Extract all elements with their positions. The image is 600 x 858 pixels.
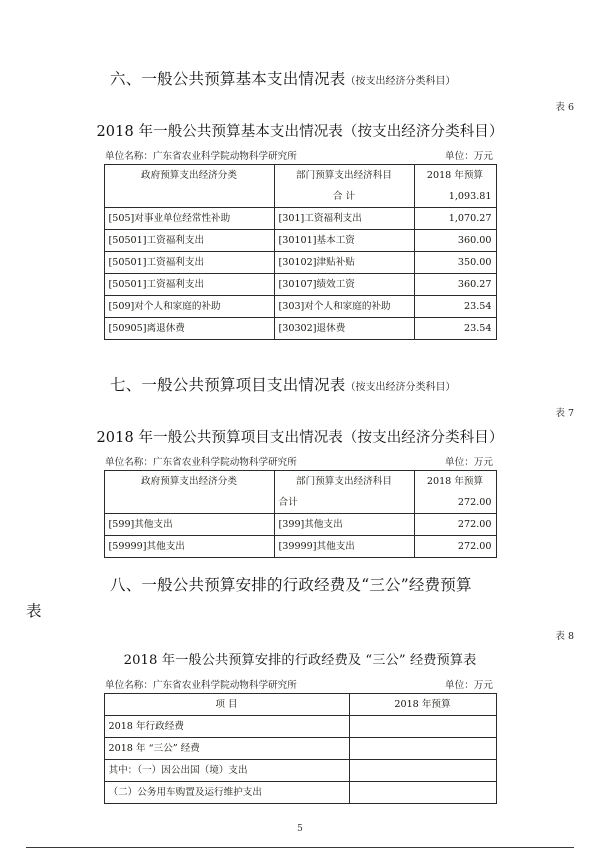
table-row (104, 274, 496, 296)
table-6-r1-c2: [30101]基本工资 (274, 230, 414, 252)
table-7-total-cell-2: 合计 (274, 492, 414, 514)
table-row (104, 782, 496, 804)
table-row (104, 230, 496, 252)
table-6-r0-c1: [505]对事业单位经常性补助 (104, 208, 274, 230)
table-8-unit-measure: 单位：万元 (445, 680, 493, 691)
table-8-header-row (104, 694, 496, 716)
table-8-r0-item: 2018 年行政经费 (104, 716, 349, 738)
table-6-unit-name: 单位名称：广东省农业科学院动物科学研究所 (105, 151, 297, 162)
section-8 (0, 572, 600, 804)
table-8-r0-value (349, 716, 496, 738)
table-6-r4-c2: [303]对个人和家庭的补助 (274, 296, 414, 318)
table-8-unit-line (101, 678, 499, 693)
table-6-r5-c2: [30302]退休费 (274, 318, 414, 340)
table-row (104, 738, 496, 760)
table-row (104, 318, 496, 340)
table-6-r3-c3: 360.27 (414, 274, 496, 296)
table-6-total-cell-1 (104, 186, 274, 208)
table-8-r1-value (349, 738, 496, 760)
table-8-r2-item: 其中：（一）因公出国（境）支出 (104, 760, 349, 782)
table-7-number: 表 7 (555, 408, 574, 419)
table-8-r3-value (349, 782, 496, 804)
section-6-heading (0, 66, 600, 95)
section-7-heading (0, 372, 600, 401)
table-7-total-row (104, 492, 496, 514)
table-7-r0-c2: [399]其他支出 (274, 514, 414, 536)
table-7-total-cell-1 (104, 492, 274, 514)
section-7-heading-sub: （按支出经济分类科目） (345, 382, 456, 393)
section-8-heading-main: 八、一般公共预算安排的行政经费及“三公”经费预算 (110, 576, 472, 594)
table-6-r2-c3: 350.00 (414, 252, 496, 274)
table-8-r1-item: 2018 年 “三公” 经费 (104, 738, 349, 760)
table-7-r1-c1: [59999]其他支出 (104, 536, 274, 558)
section-6 (0, 66, 600, 340)
table-6-unit-line (101, 149, 499, 164)
table-6-r2-c2: [30102]津贴补贴 (274, 252, 414, 274)
table-7-r1-c3: 272.00 (414, 536, 496, 558)
table-row (104, 514, 496, 536)
table-6-col-header-2: 部门预算支出经济科目 (274, 165, 414, 187)
section-8-heading-line-2 (0, 598, 600, 624)
table-6-r0-c2: [301]工资福利支出 (274, 208, 414, 230)
table-row (104, 208, 496, 230)
table-row (104, 296, 496, 318)
table-8-title: 2018 年一般公共预算安排的行政经费及 “三公” 经费预算表 (123, 653, 477, 668)
table-6-r4-c1: [509]对个人和家庭的补助 (104, 296, 274, 318)
table-7-unit-name: 单位名称：广东省农业科学院动物科学研究所 (105, 457, 297, 468)
table-6-col-header-1: 政府预算支出经济分类 (104, 165, 274, 187)
table-6-title: 2018 年一般公共预算基本支出情况表（按支出经济分类科目） (96, 124, 504, 140)
table-6-r1-c1: [50501]工资福利支出 (104, 230, 274, 252)
table-6-total-row (104, 186, 496, 208)
table-6-r1-c3: 360.00 (414, 230, 496, 252)
table-6-header-row (104, 165, 496, 187)
section-8-heading-line-1 (0, 572, 600, 598)
table-6-col-header-3: 2018 年预算 (414, 165, 496, 187)
table-7-total-cell-3: 272.00 (414, 492, 496, 514)
section-6-heading-sub: （按支出经济分类科目） (345, 76, 456, 87)
table-7-r0-c1: [599]其他支出 (104, 514, 274, 536)
page-number: 5 (297, 824, 303, 834)
section-8-heading-cont: 表 (26, 602, 42, 620)
table-row (104, 536, 496, 558)
table-7-header-row (104, 471, 496, 493)
table-7-col-header-3: 2018 年预算 (414, 471, 496, 493)
table-6-total-cell-3: 1,093.81 (414, 186, 496, 208)
table-8-r2-value (349, 760, 496, 782)
table-8-r3-item: （二）公务用车购置及运行维护支出 (104, 782, 349, 804)
table-7-r1-c2: [39999]其他支出 (274, 536, 414, 558)
table-7-col-header-1: 政府预算支出经济分类 (104, 471, 274, 493)
table-6-r3-c2: [30107]绩效工资 (274, 274, 414, 296)
table-row (104, 252, 496, 274)
table-6-r0-c3: 1,070.27 (414, 208, 496, 230)
table-6 (104, 164, 497, 340)
table-6-r4-c3: 23.54 (414, 296, 496, 318)
table-6-unit-measure: 单位：万元 (445, 151, 493, 162)
table-7-title: 2018 年一般公共预算项目支出情况表（按支出经济分类科目） (96, 430, 504, 446)
table-7-unit-line (101, 455, 499, 470)
table-6-r3-c1: [50501]工资福利支出 (104, 274, 274, 296)
table-8-number: 表 8 (555, 631, 574, 642)
table-7 (104, 470, 497, 558)
table-8-col-header-1: 项 目 (104, 694, 349, 716)
table-8 (104, 693, 497, 804)
table-6-total-cell-2: 合 计 (274, 186, 414, 208)
section-7-heading-main: 七、一般公共预算项目支出情况表 (110, 376, 346, 394)
table-7-col-header-2: 部门预算支出经济科目 (274, 471, 414, 493)
table-row (104, 760, 496, 782)
footer-divider (26, 847, 574, 848)
table-8-col-header-2: 2018 年预算 (349, 694, 496, 716)
table-6-number: 表 6 (555, 102, 574, 113)
table-6-r5-c3: 23.54 (414, 318, 496, 340)
section-6-heading-main: 六、一般公共预算基本支出情况表 (110, 70, 346, 88)
table-8-unit-name: 单位名称：广东省农业科学院动物科学研究所 (105, 680, 297, 691)
table-6-r5-c1: [50905]离退休费 (104, 318, 274, 340)
table-7-r0-c3: 272.00 (414, 514, 496, 536)
section-7 (0, 372, 600, 558)
table-row (104, 716, 496, 738)
table-6-r2-c1: [50501]工资福利支出 (104, 252, 274, 274)
table-7-unit-measure: 单位：万元 (445, 457, 493, 468)
